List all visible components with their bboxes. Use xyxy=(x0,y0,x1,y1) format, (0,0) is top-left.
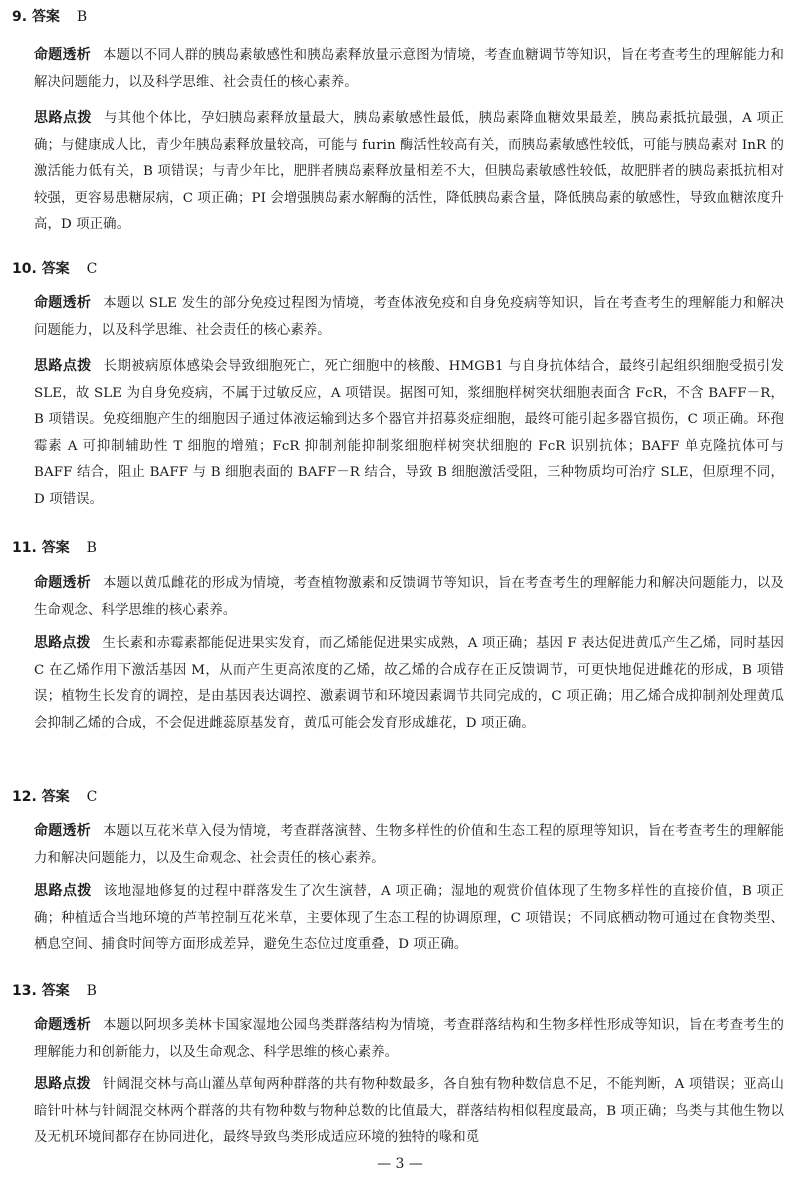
question-10-approach xyxy=(34,353,784,513)
analysis-label: 命题透析 xyxy=(34,1017,91,1033)
question-number: 10. xyxy=(12,261,37,277)
approach-text: 与其他个体比，孕妇胰岛素释放量最大，胰岛素敏感性最低，胰岛素降血糖效果最差，胰岛素抵抗最强，A 项正确；与健康成人比，青少年胰岛素释放量较高，可能与 furin 酶活性较高有关，而胰岛素敏感性较低，可能与胰岛素对 InR 的激活能力低有关，B 项错误；与青少年比，肥胖者胰岛素释放量相差不大，但胰岛素敏感性较低，故肥胖者的胰岛素抵抗相对较强，更容易患糖尿病，C 项正确；PI 会增强胰岛素水解酶的活性，降低胰岛素含量，降低胰岛素的敏感性，导致血糖浓度升高，D 项正确。 xyxy=(34,111,784,232)
analysis-text: 本题以互花米草入侵为情境，考查群落演替、生物多样性的价值和生态工程的原理等知识，旨在考查考生的理解能力和解决问题能力，以及生命观念、社会责任的核心素养。 xyxy=(34,824,784,866)
analysis-text: 本题以黄瓜雌花的形成为情境，考查植物激素和反馈调节等知识，旨在考查考生的理解能力和解决问题能力，以及生命观念、科学思维的核心素养。 xyxy=(34,576,784,618)
question-9-analysis xyxy=(34,42,784,96)
question-11-header xyxy=(12,538,97,558)
answer-value: C xyxy=(86,261,98,277)
question-12-header xyxy=(12,787,97,807)
approach-label: 思路点拨 xyxy=(34,1076,91,1092)
analysis-text: 本题以不同人群的胰岛素敏感性和胰岛素释放量示意图为情境，考查血糖调节等知识，旨在考查考生的理解能力和解决问题能力，以及科学思维、社会责任的核心素养。 xyxy=(34,48,784,90)
approach-text: 生长素和赤霉素都能促进果实发育，而乙烯能促进果实成熟，A 项正确；基因 F 表达促进黄瓜产生乙烯，同时基因 C 在乙烯作用下激活基因 M，从而产生更高浓度的乙烯，故乙烯的合成存在正反馈调节，可更快地促进雌花的形成，B 项错误；植物生长发育的调控，是由基因表达调控、激素调节和环境因素调节共同完成的，C 项正确；用乙烯合成抑制剂处理黄瓜会抑制乙烯的合成，不会促进雌蕊原基发育，黄瓜可能会发育形成雄花，D 项正确。 xyxy=(34,636,785,731)
analysis-text: 本题以阿坝多美林卡国家湿地公园鸟类群落结构为情境，考查群落结构和生物多样性形成等知识，旨在考查考生的理解能力和创新能力，以及生命观念、科学思维的核心素养。 xyxy=(34,1018,784,1060)
question-13-analysis xyxy=(34,1012,784,1066)
analysis-label: 命题透析 xyxy=(34,47,91,63)
answer-value: B xyxy=(76,9,88,25)
question-11-approach xyxy=(34,630,784,737)
approach-label: 思路点拨 xyxy=(34,883,92,899)
page-number: — 3 — xyxy=(377,1156,423,1172)
question-10-header xyxy=(12,259,97,279)
question-9-header xyxy=(12,7,87,27)
question-number: 9. xyxy=(12,9,28,25)
answer-label: 答案 xyxy=(31,9,60,25)
question-9-approach xyxy=(34,105,784,239)
question-11-analysis xyxy=(34,570,784,624)
answer-label: 答案 xyxy=(41,983,70,999)
answer-label: 答案 xyxy=(41,789,70,805)
approach-label: 思路点拨 xyxy=(34,358,92,374)
question-12-analysis xyxy=(34,818,784,872)
question-number: 13. xyxy=(12,983,37,999)
answer-value: B xyxy=(86,983,97,999)
answer-value: B xyxy=(86,540,97,556)
approach-label: 思路点拨 xyxy=(34,635,91,651)
analysis-label: 命题透析 xyxy=(34,295,92,311)
question-10-analysis xyxy=(34,290,784,344)
question-12-approach xyxy=(34,878,784,959)
approach-label: 思路点拨 xyxy=(34,110,92,126)
answer-value: C xyxy=(86,789,98,805)
analysis-text: 本题以 SLE 发生的部分免疫过程图为情境，考查体液免疫和自身免疫病等知识，旨在考查考生的理解能力和解决问题能力，以及科学思维、社会责任的核心素养。 xyxy=(34,296,784,338)
analysis-label: 命题透析 xyxy=(34,575,91,591)
question-number: 12. xyxy=(12,789,37,805)
question-13-approach xyxy=(34,1071,784,1152)
question-number: 11. xyxy=(12,540,37,556)
answer-label: 答案 xyxy=(41,540,70,556)
analysis-label: 命题透析 xyxy=(34,823,91,839)
approach-text: 该地湿地修复的过程中群落发生了次生演替，A 项正确；湿地的观赏价值体现了生物多样性的直接价值，B 项正确；种植适合当地环境的芦苇控制互花米草，主要体现了生态工程的协调原理，C 项错误；不同底栖动物可通过在食物类型、栖息空间、捕食时间等方面形成差异，避免生态位过度重叠，D 项正确。 xyxy=(34,884,784,952)
approach-text: 长期被病原体感染会导致细胞死亡，死亡细胞中的核酸、HMGB1 与自身抗体结合，最终引起组织细胞受损引发 SLE，故 SLE 为自身免疫病，不属于过敏反应，A 项错误。据图可知，浆细胞样树突状细胞表面含 FcR，不含 BAFF－R，B 项错误。免疫细胞产生的细胞因子通过体液运输到达多个器官并招募炎症细胞，最终可能引起多器官损伤，C 项正确。环孢霉素 A 可抑制辅助性 T 细胞的增殖；FcR 抑制剂能抑制浆细胞样树突状细胞的 FcR 识别抗体；BAFF 单克隆抗体可与 BAFF 结合，阻止 BAFF 与 B 细胞表面的 BAFF－R 结合，导致 B 细胞激活受阻，三种物质均可治疗 SLE，但原理不同，D 项错误。 xyxy=(34,359,784,507)
approach-text: 针阔混交林与高山灌丛草甸两种群落的共有物种数最多，各自独有物种数信息不足，不能判断，A 项错误；亚高山暗针叶林与针阔混交林两个群落的共有物种数与物种总数的比值最大，群落结构相似程度最高，B 项正确；鸟类与其他生物以及无机环境间都存在协同进化，最终导致鸟类形成适应环境的独特的喙和觅 xyxy=(34,1077,784,1145)
question-13-header xyxy=(12,981,97,1001)
answer-label: 答案 xyxy=(41,261,70,277)
